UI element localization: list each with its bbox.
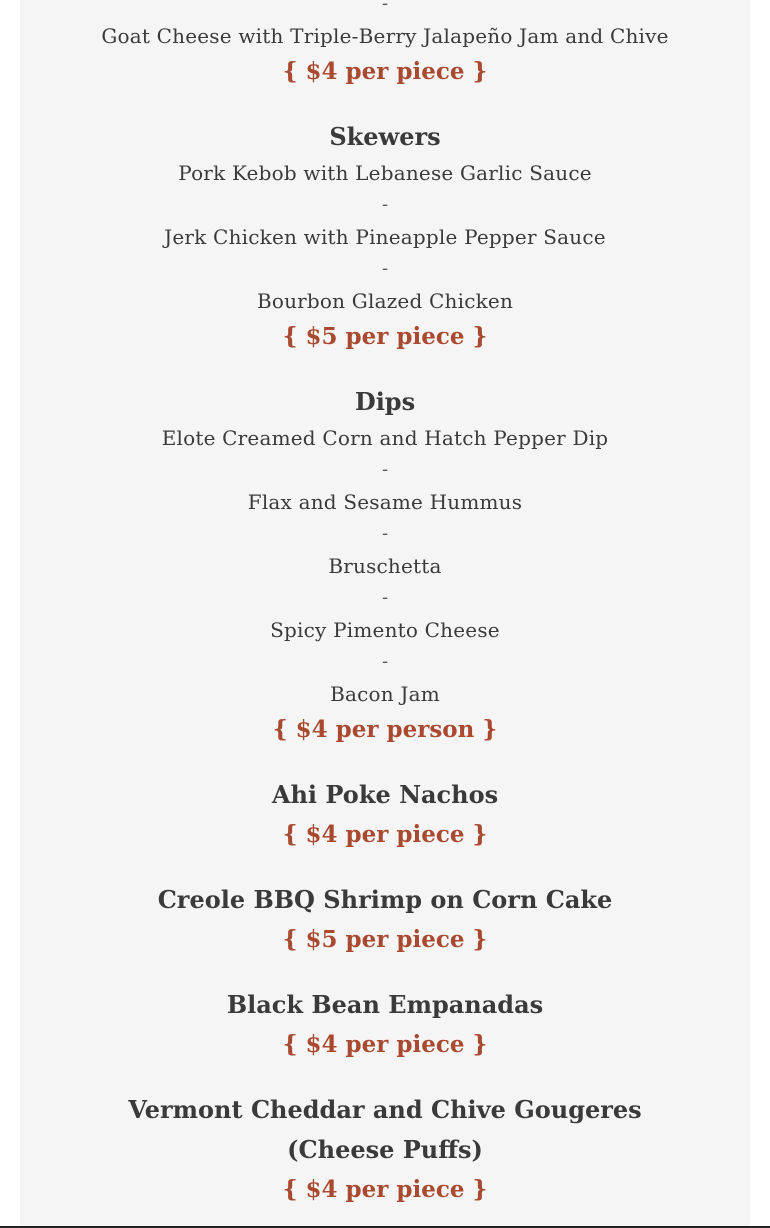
item-separator: - (381, 587, 389, 608)
item-separator: - (381, 651, 389, 672)
section-heading-gougeres-subtitle: (Cheese Puffs) (287, 1135, 483, 1164)
item-separator: - (381, 258, 389, 279)
section-heading-gougeres: Vermont Cheddar and Chive Gougeres (128, 1095, 642, 1124)
price-gougeres: { $4 per piece } (282, 1176, 488, 1203)
menu-item-pork-kebob: Pork Kebob with Lebanese Garlic Sauce (178, 161, 592, 185)
section-heading-empanadas: Black Bean Empanadas (226, 990, 544, 1019)
menu-item-goat-cheese: Goat Cheese with Triple-Berry Jalapeño Jam and Chive (101, 24, 669, 48)
item-separator: - (381, 0, 389, 14)
menu-item-bourbon-chicken: Bourbon Glazed Chicken (256, 289, 514, 313)
section-heading-ahi-poke: Ahi Poke Nachos (271, 780, 499, 809)
section-heading-skewers: Skewers (329, 122, 441, 151)
price-dips: { $4 per person } (272, 716, 498, 743)
section-heading-creole-shrimp: Creole BBQ Shrimp on Corn Cake (157, 885, 613, 914)
menu-panel (20, 0, 750, 1226)
menu-item-pimento-cheese: Spicy Pimento Cheese (270, 618, 500, 642)
menu-item-bacon-jam: Bacon Jam (330, 682, 440, 706)
menu-list (20, 0, 750, 1210)
menu-item-jerk-chicken: Jerk Chicken with Pineapple Pepper Sauce (164, 225, 606, 249)
price-ahi-poke: { $4 per piece } (282, 821, 488, 848)
price-creole-shrimp: { $5 per piece } (282, 926, 488, 953)
price-empanadas: { $4 per piece } (282, 1031, 488, 1058)
price-goat-cheese: { $4 per piece } (282, 58, 488, 85)
section-heading-dips: Dips (354, 387, 416, 416)
price-skewers: { $5 per piece } (282, 323, 488, 350)
menu-item-bruschetta: Bruschetta (328, 554, 442, 578)
item-separator: - (381, 523, 389, 544)
menu-item-hummus: Flax and Sesame Hummus (247, 490, 523, 514)
item-separator: - (381, 194, 389, 215)
menu-item-elote-dip: Elote Creamed Corn and Hatch Pepper Dip (161, 426, 609, 450)
item-separator: - (381, 459, 389, 480)
